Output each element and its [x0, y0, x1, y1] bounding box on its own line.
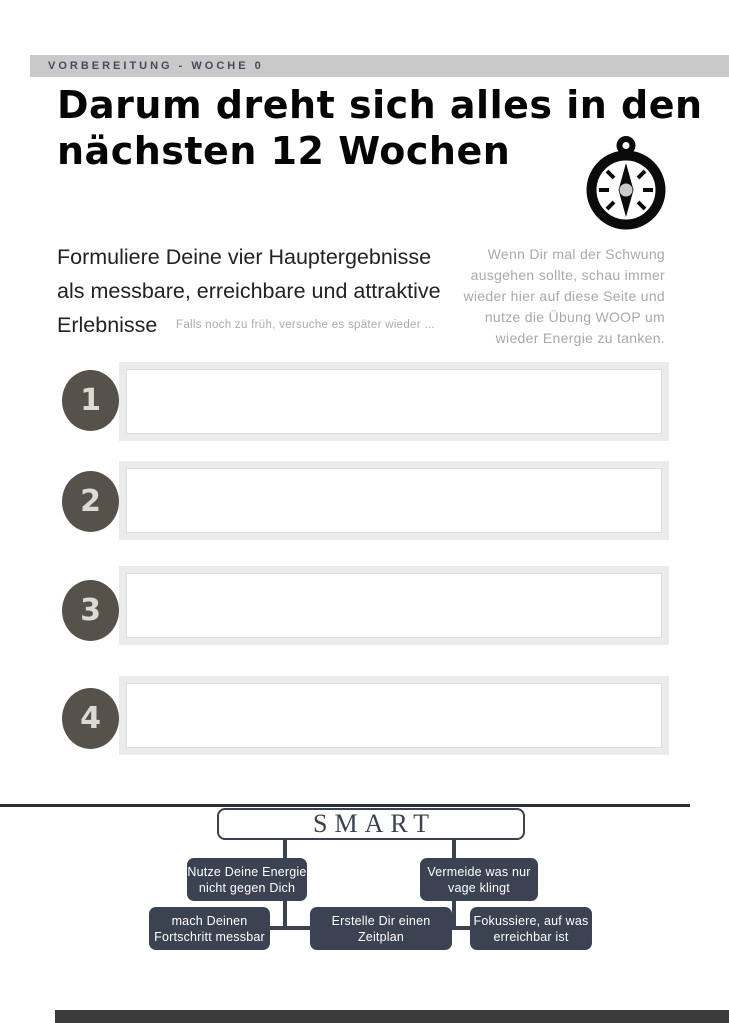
motivation-line3: wieder hier auf diese Seite und: [463, 288, 665, 304]
goal-number-badge-1: [62, 370, 119, 431]
smart-node-messbar-line1: mach Deinen: [171, 913, 248, 928]
smart-node-erreichbar-line1: Fokussiere, auf was: [473, 913, 589, 928]
goal-number-1: 1: [80, 383, 101, 418]
smart-node-energie-line2: nicht gegen Dich: [198, 880, 296, 895]
intro-line2: als messbare, erreichbare und attraktive: [57, 279, 441, 303]
motivation-line2: ausgehen sollte, schau immer: [470, 267, 665, 283]
motivation-line5: wieder Energie zu tanken.: [495, 330, 665, 346]
goal-number-badge-3: [62, 580, 119, 641]
goal-number-badge-4: [62, 688, 119, 749]
motivation-line1: Wenn Dir mal der Schwung: [487, 246, 665, 262]
goal-input-box-2[interactable]: [119, 461, 669, 540]
smart-node-energie: [187, 858, 307, 901]
smart-node-vage-line1: Vermeide was nur: [427, 864, 531, 879]
page-title-line1: Darum dreht sich alles in den: [57, 83, 703, 127]
intro-line1: Formuliere Deine vier Hauptergebnisse: [57, 245, 432, 269]
kicker-label: VORBEREITUNG - WOCHE 0: [48, 60, 264, 72]
intro-line3: Erlebnisse: [57, 313, 158, 337]
smart-node-energie-line1: Nutze Deine Energie: [187, 864, 307, 879]
goal-input-box-3[interactable]: [119, 566, 669, 645]
smart-node-vage: [420, 858, 538, 901]
smart-node-erreichbar: [470, 907, 592, 950]
goal-number-3: 3: [80, 593, 101, 628]
goal-input-box-1[interactable]: [119, 362, 669, 441]
motivation-note: [425, 244, 665, 349]
smart-node-erreichbar-line2: erreichbar ist: [493, 929, 569, 944]
smart-node-zeitplan-line1: Erstelle Dir einen: [331, 913, 431, 928]
smart-title-box: [217, 808, 525, 840]
motivation-line4: nutze die Übung WOOP um: [484, 309, 665, 325]
page-title-line2: nächsten 12 Wochen: [57, 129, 511, 173]
intro-hint-note: Falls noch zu früh, versuche es später wieder ...: [176, 319, 435, 331]
goal-number-4: 4: [80, 701, 101, 736]
smart-node-zeitplan: [310, 907, 452, 950]
goal-number-badge-2: [62, 471, 119, 532]
smart-node-vage-line2: vage klingt: [448, 880, 510, 895]
header-bar: [30, 55, 729, 77]
divider-line: [0, 804, 690, 807]
smart-node-messbar: [149, 907, 270, 950]
smart-title: SMART: [312, 809, 437, 838]
goal-input-box-4[interactable]: [119, 676, 669, 755]
smart-node-zeitplan-line2: Zeitplan: [357, 929, 405, 944]
compass-icon: [584, 132, 668, 232]
footer-bar: [55, 1010, 729, 1023]
goal-number-2: 2: [80, 484, 101, 519]
smart-node-messbar-line2: Fortschritt messbar: [154, 929, 265, 944]
